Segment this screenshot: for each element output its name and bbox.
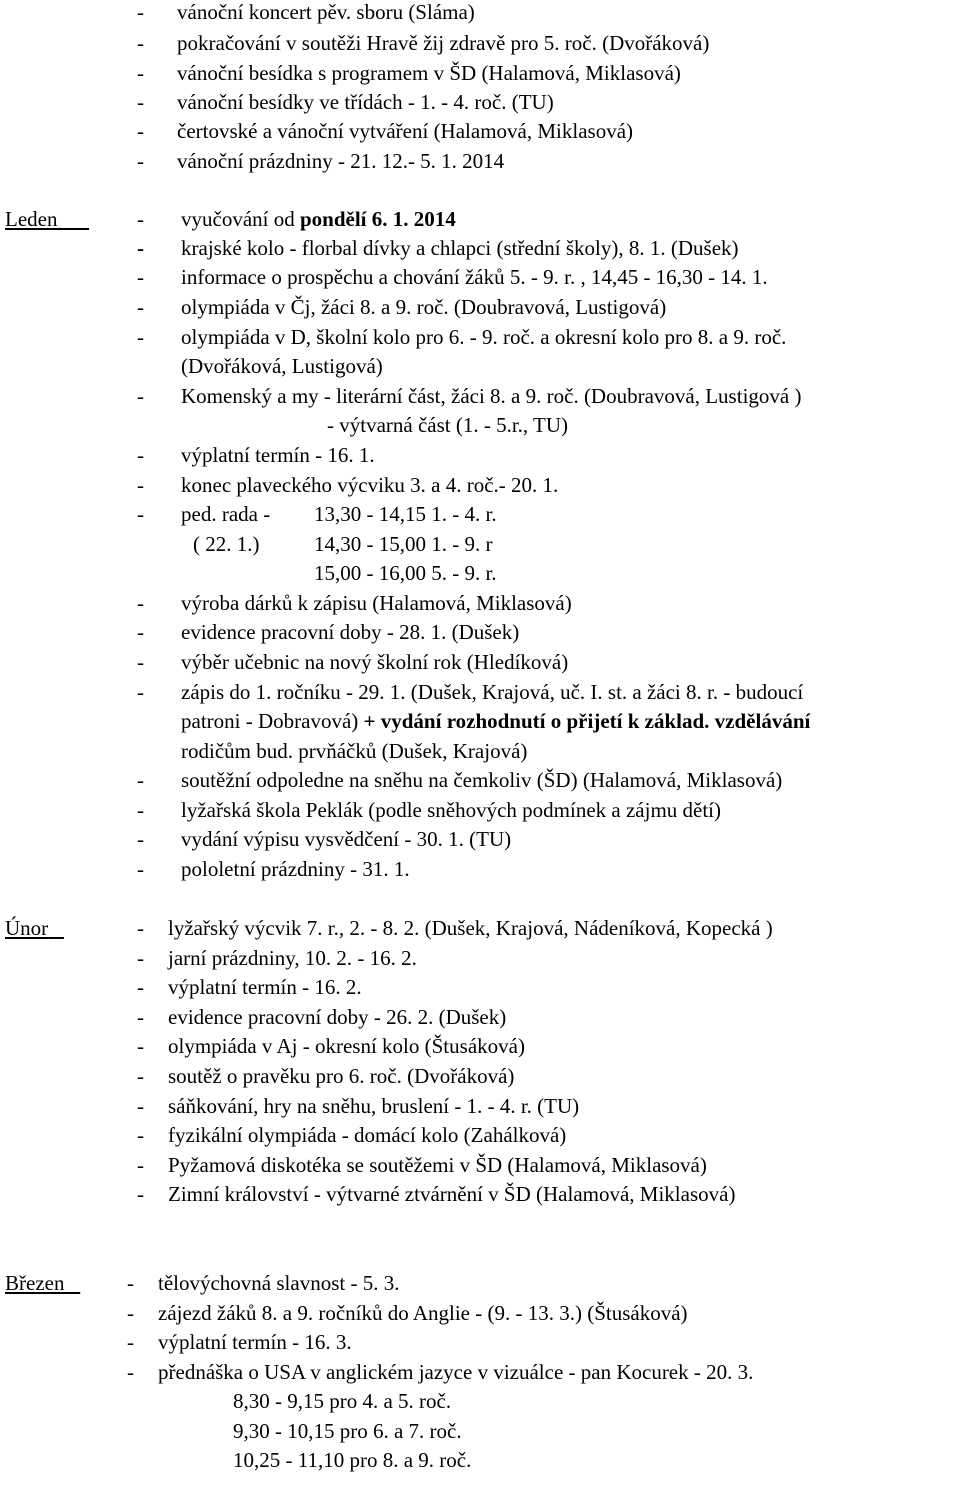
bullet-dash: - [137,768,144,792]
leden-item-continuation: - výtvarná část (1. - 5.r., TU) [327,413,569,437]
bullet-dash: - [127,1360,134,1384]
december-item: čertovské a vánoční vytváření (Halamová, Miklasová) [177,119,634,143]
bullet-dash: - [137,90,144,114]
december-item: pokračování v soutěži Hravě žij zdravě pro 5. roč. (Dvořáková) [177,31,710,55]
bullet-dash: - [137,827,144,851]
bullet-dash: - [137,1094,144,1118]
bullet-dash: - [137,207,144,231]
leden-item: olympiáda v D, školní kolo pro 6. - 9. roč. a okresní kolo pro 8. a 9. roč. [181,325,787,349]
december-item: vánoční koncert pěv. sboru (Sláma) [177,0,475,24]
brezen-time-slot: 10,25 - 11,10 pro 8. a 9. roč. [233,1448,472,1472]
bullet-dash: - [137,857,144,881]
leden-item: vyučování od pondělí 6. 1. 2014 [181,207,456,231]
bullet-dash: - [137,119,144,143]
leden-item: Komenský a my - literární část, žáci 8. a 9. roč. (Doubravová, Lustigová ) [181,384,802,408]
leden-item-continuation: patroni - Dobravová) + vydání rozhodnutí o přijetí k základ. vzdělávání [181,709,811,733]
leden-item: soutěžní odpoledne na sněhu na čemkoliv (ŠD) (Halamová, Miklasová) [181,768,783,792]
bullet-dash: - [137,502,144,526]
unor-item: Pyžamová diskotéka se soutěžemi v ŠD (Halamová, Miklasová) [168,1153,707,1177]
bullet-dash: - [137,61,144,85]
bullet-dash: - [137,1064,144,1088]
brezen-time-slot: 9,30 - 10,15 pro 6. a 7. roč. [233,1419,462,1443]
leden-time-slot: 13,30 - 14,15 1. - 4. r. [314,502,497,526]
bullet-dash: - [137,31,144,55]
leden-item-continuation: (Dvořáková, Lustigová) [181,354,383,378]
leden-item: informace o prospěchu a chování žáků 5. - 9. r. , 14,45 - 16,30 - 14. 1. [181,265,768,289]
bullet-dash: - [137,650,144,674]
leden-item: ped. rada - [181,502,271,526]
bullet-dash: - [137,443,144,467]
bullet-dash: - [137,680,144,704]
leden-item: krajské kolo - florbal dívky a chlapci (střední školy), 8. 1. (Dušek) [181,236,739,260]
unor-item: lyžařský výcvik 7. r., 2. - 8. 2. (Dušek, Krajová, Nádeníková, Kopecká ) [168,916,773,940]
bullet-dash: - [137,1123,144,1147]
leden-item-bold: pondělí 6. 1. 2014 [299,207,456,231]
december-item: vánoční besídky ve třídách - 1. - 4. roč. (TU) [177,90,554,114]
december-item: vánoční besídka s programem v ŠD (Halamová, Miklasová) [177,61,681,85]
brezen-item: výplatní termín - 16. 3. [158,1330,352,1354]
bullet-dash: - [137,236,144,260]
month-heading-brezen: Březen [5,1271,65,1295]
leden-item-continuation: rodičům bud. prvňáčků (Dušek, Krajová) [181,739,528,763]
bullet-dash: - [127,1330,134,1354]
bullet-dash: - [137,620,144,644]
leden-item: konec plaveckého výcviku 3. a 4. roč.- 20. 1. [181,473,559,497]
unor-item: jarní prázdniny, 10. 2. - 16. 2. [168,946,417,970]
bullet-dash: - [137,149,144,173]
bullet-dash: - [137,798,144,822]
unor-item: olympiáda v Aj - okresní kolo (Štusáková) [168,1034,525,1058]
leden-time-slot: 14,30 - 15,00 1. - 9. r [314,532,493,556]
leden-item: pololetní prázdniny - 31. 1. [181,857,410,881]
bullet-dash: - [137,1034,144,1058]
brezen-time-slot: 8,30 - 9,15 pro 4. a 5. roč. [233,1389,452,1413]
leden-item: olympiáda v Čj, žáci 8. a 9. roč. (Doubravová, Lustigová) [181,295,667,319]
brezen-item: přednáška o USA v anglickém jazyce v vizuálce - pan Kocurek - 20. 3. [158,1360,754,1384]
bullet-dash: - [137,1153,144,1177]
leden-item: evidence pracovní doby - 28. 1. (Dušek) [181,620,520,644]
leden-item-date: ( 22. 1.) [193,532,260,556]
bullet-dash: - [137,946,144,970]
bullet-dash: - [127,1271,134,1295]
bullet-dash: - [127,1301,134,1325]
unor-item: Zimní království - výtvarné ztvárnění v ŠD (Halamová, Miklasová) [168,1182,736,1206]
leden-item: výroba dárků k zápisu (Halamová, Miklasová) [181,591,572,615]
month-heading-unor: Únor [5,916,49,940]
unor-item: sáňkování, hry na sněhu, bruslení - 1. - 4. r. (TU) [168,1094,580,1118]
bullet-dash: - [137,473,144,497]
bullet-dash: - [137,0,144,24]
brezen-item: zájezd žáků 8. a 9. ročníků do Anglie - (9. - 13. 3.) (Štusáková) [158,1301,688,1325]
leden-item: zápis do 1. ročníku - 29. 1. (Dušek, Krajová, uč. I. st. a žáci 8. r. - budoucí [181,680,804,704]
bullet-dash: - [137,384,144,408]
leden-item: výplatní termín - 16. 1. [181,443,375,467]
leden-item-bold: + vydání rozhodnutí o přijetí k základ. vzdělávání [363,709,811,733]
leden-time-slot: 15,00 - 16,00 5. - 9. r. [314,561,497,585]
bullet-dash: - [137,265,144,289]
leden-item: vydání výpisu vysvědčení - 30. 1. (TU) [181,827,512,851]
bullet-dash: - [137,295,144,319]
unor-item: evidence pracovní doby - 26. 2. (Dušek) [168,1005,507,1029]
unor-item: výplatní termín - 16. 2. [168,975,362,999]
bullet-dash: - [137,916,144,940]
bullet-dash: - [137,325,144,349]
unor-item: fyzikální olympiáda - domácí kolo (Zahálková) [168,1123,567,1147]
month-heading-leden: Leden [5,207,58,231]
bullet-dash: - [137,1182,144,1206]
leden-item: výběr učebnic na nový školní rok (Hledíková) [181,650,569,674]
leden-item: lyžařská škola Peklák (podle sněhových podmínek a zájmu dětí) [181,798,722,822]
bullet-dash: - [137,1005,144,1029]
unor-item: soutěž o pravěku pro 6. roč. (Dvořáková) [168,1064,515,1088]
bullet-dash: - [137,591,144,615]
december-item: vánoční prázdniny - 21. 12.- 5. 1. 2014 [177,149,505,173]
bullet-dash: - [137,975,144,999]
brezen-item: tělovýchovná slavnost - 5. 3. [158,1271,400,1295]
